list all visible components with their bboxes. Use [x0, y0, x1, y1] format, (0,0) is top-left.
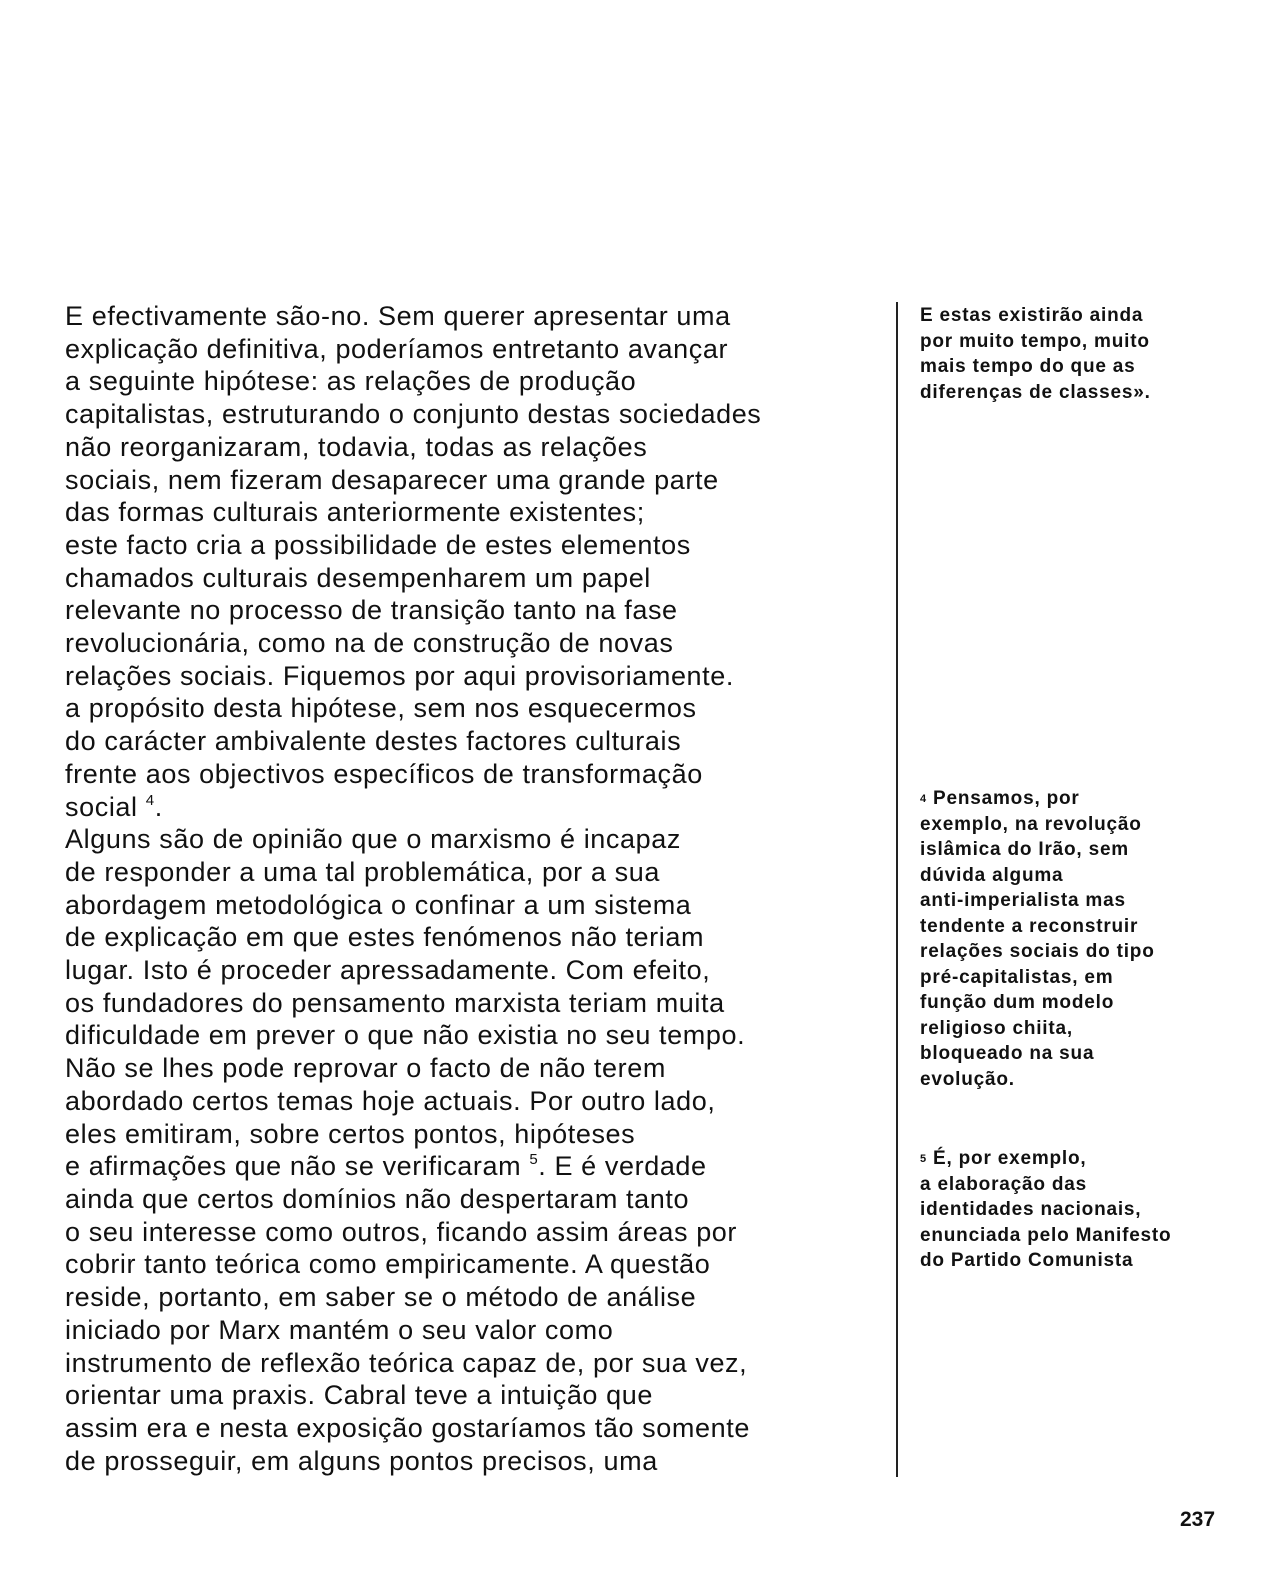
note-line [920, 990, 1155, 1016]
line-text: os fundadores do pensamento marxista teriam muita [65, 987, 725, 1018]
note-text: É, por exemplo, [926, 1148, 1087, 1169]
line-text: abordado certos temas hoje actuais. Por outro lado, [65, 1085, 716, 1116]
note-line [920, 965, 1155, 991]
footnote-5 [920, 1146, 1171, 1274]
note-line [920, 812, 1155, 838]
text-line [65, 921, 890, 954]
text-line [65, 1248, 890, 1281]
note-line [920, 939, 1155, 965]
line-text: dificuldade em prever o que não existia no seu tempo. [65, 1020, 746, 1051]
line-text: a propósito desta hipótese, sem nos esquecermos [65, 693, 697, 724]
note-line [920, 1146, 1171, 1172]
line-text: lugar. Isto é proceder apressadamente. Com efeito, [65, 955, 711, 986]
footnote-marker: 4 [145, 791, 155, 809]
text-line [65, 1085, 890, 1118]
note-line [920, 1016, 1155, 1042]
note-text: enunciada pelo Manifesto [920, 1224, 1172, 1246]
line-text: de prosseguir, em alguns pontos precisos, uma [65, 1445, 658, 1476]
note-text: pré-capitalistas, em [920, 966, 1114, 988]
line-text: explicação definitiva, poderíamos entretanto avançar [65, 333, 729, 364]
note-text: identidades nacionais, [920, 1199, 1142, 1220]
text-line [65, 562, 890, 595]
footnote-number: 5 [920, 1153, 927, 1165]
note-line [920, 1248, 1171, 1274]
text-line [65, 1216, 890, 1249]
text-line [65, 692, 890, 725]
footnote-4 [920, 786, 1155, 1092]
text-line [65, 1347, 890, 1380]
text-line [65, 365, 890, 398]
line-text: de responder a uma tal problemática, por a sua [65, 856, 660, 887]
line-text-continued: . E é verdade [538, 1151, 707, 1182]
text-line [65, 1412, 890, 1445]
text-line [65, 464, 890, 497]
margin-divider-rule [896, 302, 898, 1477]
text-line [65, 300, 890, 333]
line-text: social [65, 791, 146, 822]
note-line [920, 786, 1155, 812]
footnote-number: 4 [920, 793, 927, 805]
text-line [65, 856, 890, 889]
text-line [65, 594, 890, 627]
text-line [65, 660, 890, 693]
line-text-continued: . [154, 791, 163, 822]
note-line [920, 888, 1155, 914]
text-line [65, 725, 890, 758]
text-line [65, 333, 890, 366]
line-text: eles emitiram, sobre certos pontos, hipóteses [65, 1118, 636, 1149]
text-line [65, 823, 890, 856]
note-text: Pensamos, por [926, 788, 1080, 809]
line-text: assim era e nesta exposição gostaríamos tão somente [65, 1412, 750, 1443]
text-line [65, 1150, 890, 1183]
line-text: não reorganizaram, todavia, todas as relações [65, 431, 648, 462]
text-line [65, 954, 890, 987]
text-line [65, 398, 890, 431]
text-line [65, 791, 890, 824]
note-text: anti-imperialista mas [920, 890, 1126, 911]
note-line [920, 1197, 1171, 1223]
line-text: Não se lhes pode reprovar o facto de não terem [65, 1053, 666, 1084]
note-line [920, 914, 1155, 940]
main-text-column [65, 300, 890, 1477]
note-text: religioso chiita, [920, 1017, 1073, 1039]
note-line [920, 1067, 1155, 1093]
line-text: relações sociais. Fiquemos por aqui provisoriamente. [65, 660, 734, 691]
note-text: a elaboração das [920, 1173, 1087, 1195]
text-line [65, 431, 890, 464]
line-text: orientar uma praxis. Cabral teve a intuição que [65, 1380, 654, 1411]
side-quote [920, 303, 1151, 405]
line-text: relevante no processo de transição tanto na fase [65, 595, 678, 626]
line-text: este facto cria a possibilidade de estes elementos [65, 529, 691, 560]
note-line [920, 1223, 1171, 1249]
text-line [65, 1281, 890, 1314]
line-text: chamados culturais desempenharem um papel [65, 562, 651, 593]
note-line [920, 863, 1155, 889]
note-line: mais tempo do que as [920, 356, 1136, 377]
note-line [920, 837, 1155, 863]
line-text: de explicação em que estes fenómenos não teriam [65, 922, 705, 953]
note-text: islâmica do Irão, sem [920, 839, 1129, 860]
line-text: iniciado por Marx mantém o seu valor como [65, 1314, 614, 1345]
line-text: abordagem metodológica o confinar a um sistema [65, 889, 692, 920]
line-text: instrumento de reflexão teórica capaz de, por sua vez, [65, 1347, 748, 1378]
note-line: E estas existirão ainda [920, 305, 1144, 326]
line-text: capitalistas, estruturando o conjunto destas sociedades [65, 399, 762, 430]
text-line [65, 1379, 890, 1412]
note-line [920, 1172, 1171, 1198]
text-line [65, 758, 890, 791]
line-text: Alguns são de opinião que o marxismo é incapaz [65, 824, 681, 855]
note-text: dúvida alguma [920, 864, 1064, 886]
text-line [65, 1314, 890, 1347]
note-line: por muito tempo, muito [920, 330, 1150, 352]
line-text: cobrir tanto teórica como empiricamente. A questão [65, 1249, 711, 1280]
line-text: a seguinte hipótese: as relações de produção [65, 366, 637, 397]
line-text: frente aos objectivos específicos de transformação [65, 758, 703, 789]
note-text: tendente a reconstruir [920, 915, 1139, 937]
text-line [65, 529, 890, 562]
line-text: reside, portanto, em saber se o método de análise [65, 1282, 697, 1313]
line-text: E efectivamente são-no. Sem querer apresentar uma [65, 301, 731, 331]
footnote-marker: 5 [529, 1151, 539, 1169]
text-line [65, 889, 890, 922]
text-line [65, 627, 890, 660]
line-text: revolucionária, como na de construção de novas [65, 628, 674, 659]
line-text: o seu interesse como outros, ficando assim áreas por [65, 1216, 738, 1247]
note-text: exemplo, na revolução [920, 813, 1142, 835]
page-number: 237 [1180, 1508, 1216, 1531]
text-line [65, 1052, 890, 1085]
text-line [65, 1019, 890, 1052]
line-text: das formas culturais anteriormente existentes; [65, 497, 645, 528]
text-line [65, 496, 890, 529]
note-text: do Partido Comunista [920, 1250, 1134, 1271]
note-text: relações sociais do tipo [920, 941, 1155, 962]
note-text: bloqueado na sua [920, 1043, 1095, 1064]
text-line [65, 1183, 890, 1216]
note-line [920, 1041, 1155, 1067]
text-line [65, 987, 890, 1020]
text-line [65, 1118, 890, 1151]
line-text: do carácter ambivalente destes factores culturais [65, 726, 682, 757]
note-text: função dum modelo [920, 992, 1115, 1013]
note-line: diferenças de classes». [920, 381, 1151, 403]
text-line [65, 1445, 890, 1478]
line-text: ainda que certos domínios não despertaram tanto [65, 1183, 690, 1214]
note-text: evolução. [920, 1068, 1015, 1090]
line-text: sociais, nem fizeram desaparecer uma grande parte [65, 464, 719, 495]
line-text: e afirmações que não se verificaram [65, 1151, 530, 1182]
